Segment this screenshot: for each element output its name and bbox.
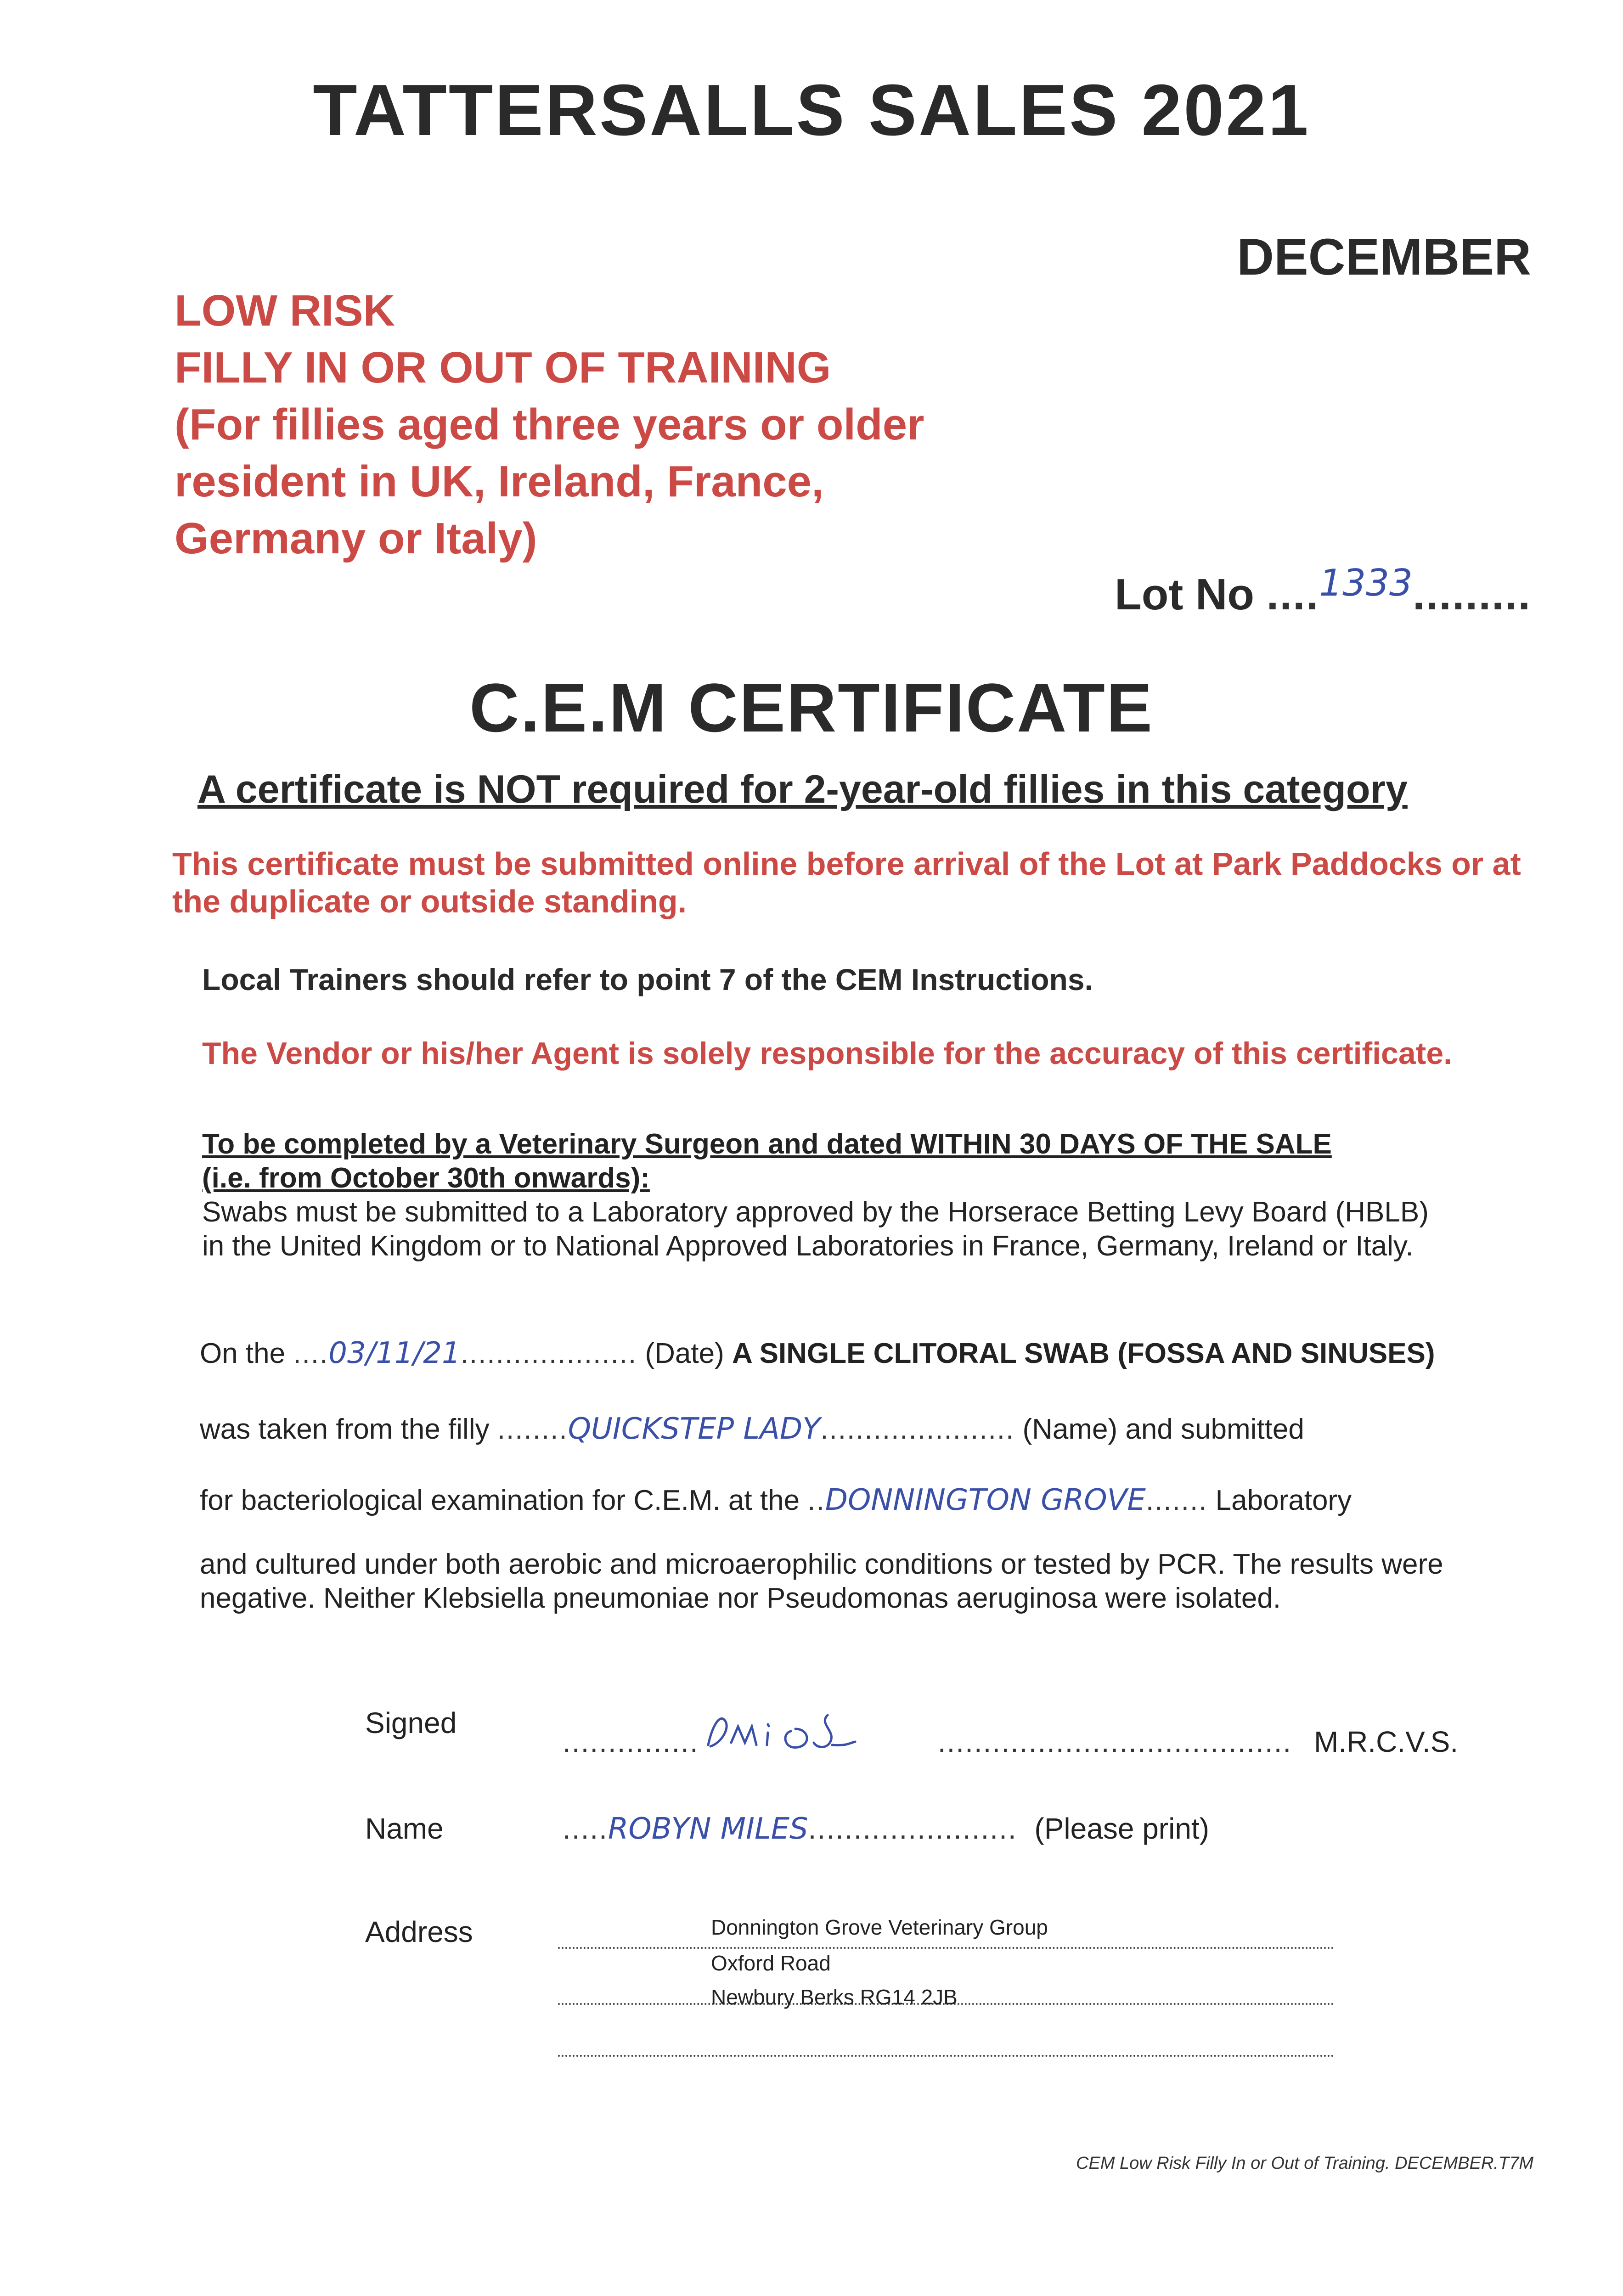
category-line: FILLY IN OR OUT OF TRAINING xyxy=(175,343,831,392)
local-trainers-note: Local Trainers should refer to point 7 of the CEM Instructions. xyxy=(202,962,1093,996)
address-label: Address xyxy=(365,1915,473,1948)
on-the-label: On the xyxy=(200,1338,286,1369)
vet-name-line: .....ROBYN MILES....................... (Please print) xyxy=(563,1812,1209,1846)
name-label: Name xyxy=(365,1812,444,1845)
category-line: Germany or Italy) xyxy=(175,514,537,563)
bacteriological-label: for bacteriological examination for C.E.M. at the xyxy=(200,1485,800,1516)
address-line[interactable]: Donnington Grove Veterinary Group xyxy=(711,1915,1048,1939)
address-dotted-line xyxy=(558,2055,1334,2057)
submit-notice: This certificate must be submitted online before arrival of the Lot at Park Paddocks or at the duplicate or outside standing. xyxy=(172,846,1521,919)
laboratory-line: for bacteriological examination for C.E.M. at the ..DONNINGTON GROVE....... Laboratory xyxy=(200,1483,1352,1517)
certificate-subtitle: A certificate is NOT required for 2-year-old fillies in this category xyxy=(197,767,1408,811)
instructions-heading-dates: (i.e. from October 30th onwards): xyxy=(202,1162,650,1194)
date-line: On the ....03/11/21.................... (Date) A SINGLE CLITORAL SWAB (FOSSA AND SINUSES) xyxy=(200,1336,1435,1370)
laboratory-field[interactable]: DONNINGTON GROVE xyxy=(825,1483,1146,1517)
certificate-title: C.E.M CERTIFICATE xyxy=(469,669,1154,746)
lot-value: 1333 xyxy=(1319,562,1413,604)
instructions-heading: To be completed by a Veterinary Surgeon and dated WITHIN 30 DAYS OF THE SALE xyxy=(202,1128,1332,1160)
category-line: (For fillies aged three years or older xyxy=(175,400,924,449)
sale-month: DECEMBER xyxy=(1237,228,1531,286)
vet-name-field[interactable]: ROBYN MILES xyxy=(608,1812,808,1846)
filly-line: was taken from the filly ........QUICKSTEP LADY...................... (Name) and submitted xyxy=(200,1412,1304,1446)
handwritten-signature xyxy=(699,1706,938,1756)
signature-field[interactable]: ............... ....................................... M.R.C.V.S. xyxy=(563,1706,1458,1759)
date-field[interactable]: 03/11/21 xyxy=(328,1336,461,1370)
please-print-label: (Please print) xyxy=(1034,1812,1209,1845)
taken-from-label: was taken from the filly xyxy=(200,1413,490,1445)
results-statement: and cultured under both aerobic and microaerophilic conditions or tested by PCR. The results were negative. Neither Klebsiella pneumoniae nor Pseudomonas aeruginosa were isolated. xyxy=(200,1548,1443,1614)
swab-description: A SINGLE CLITORAL SWAB (FOSSA AND SINUSES) xyxy=(732,1338,1435,1369)
date-suffix: (Date) xyxy=(645,1338,724,1369)
page-title: TATTERSALLS SALES 2021 xyxy=(313,70,1310,151)
instructions-body: in the United Kingdom or to National Approved Laboratories in France, Germany, Ireland or Italy. xyxy=(202,1230,1414,1262)
document-reference: CEM Low Risk Filly In or Out of Training. DECEMBER.T7M xyxy=(1076,2154,1533,2173)
name-suffix: (Name) and submitted xyxy=(1022,1413,1304,1445)
category-line: LOW RISK xyxy=(175,286,395,335)
instructions-block xyxy=(202,1127,1429,1263)
instructions-body: Swabs must be submitted to a Laboratory approved by the Horserace Betting Levy Board (HBLB) xyxy=(202,1196,1429,1228)
laboratory-suffix: Laboratory xyxy=(1215,1485,1352,1516)
category-block xyxy=(175,282,924,567)
vendor-responsibility-note: The Vendor or his/her Agent is solely responsible for the accuracy of this certificate. xyxy=(202,1036,1453,1071)
address-line[interactable]: Newbury Berks RG14 2JB xyxy=(711,1985,958,2009)
filly-name-field[interactable]: QUICKSTEP LADY xyxy=(568,1412,821,1446)
signed-label: Signed xyxy=(365,1706,457,1739)
lot-label: Lot No xyxy=(1115,570,1254,619)
address-dotted-line xyxy=(558,1947,1334,1949)
category-line: resident in UK, Ireland, France, xyxy=(175,457,824,506)
mrcvs-label: M.R.C.V.S. xyxy=(1313,1725,1459,1758)
lot-number-field[interactable]: Lot No ....$^{1333}$......... xyxy=(1115,562,1531,619)
address-line[interactable]: Oxford Road xyxy=(711,1951,831,1975)
